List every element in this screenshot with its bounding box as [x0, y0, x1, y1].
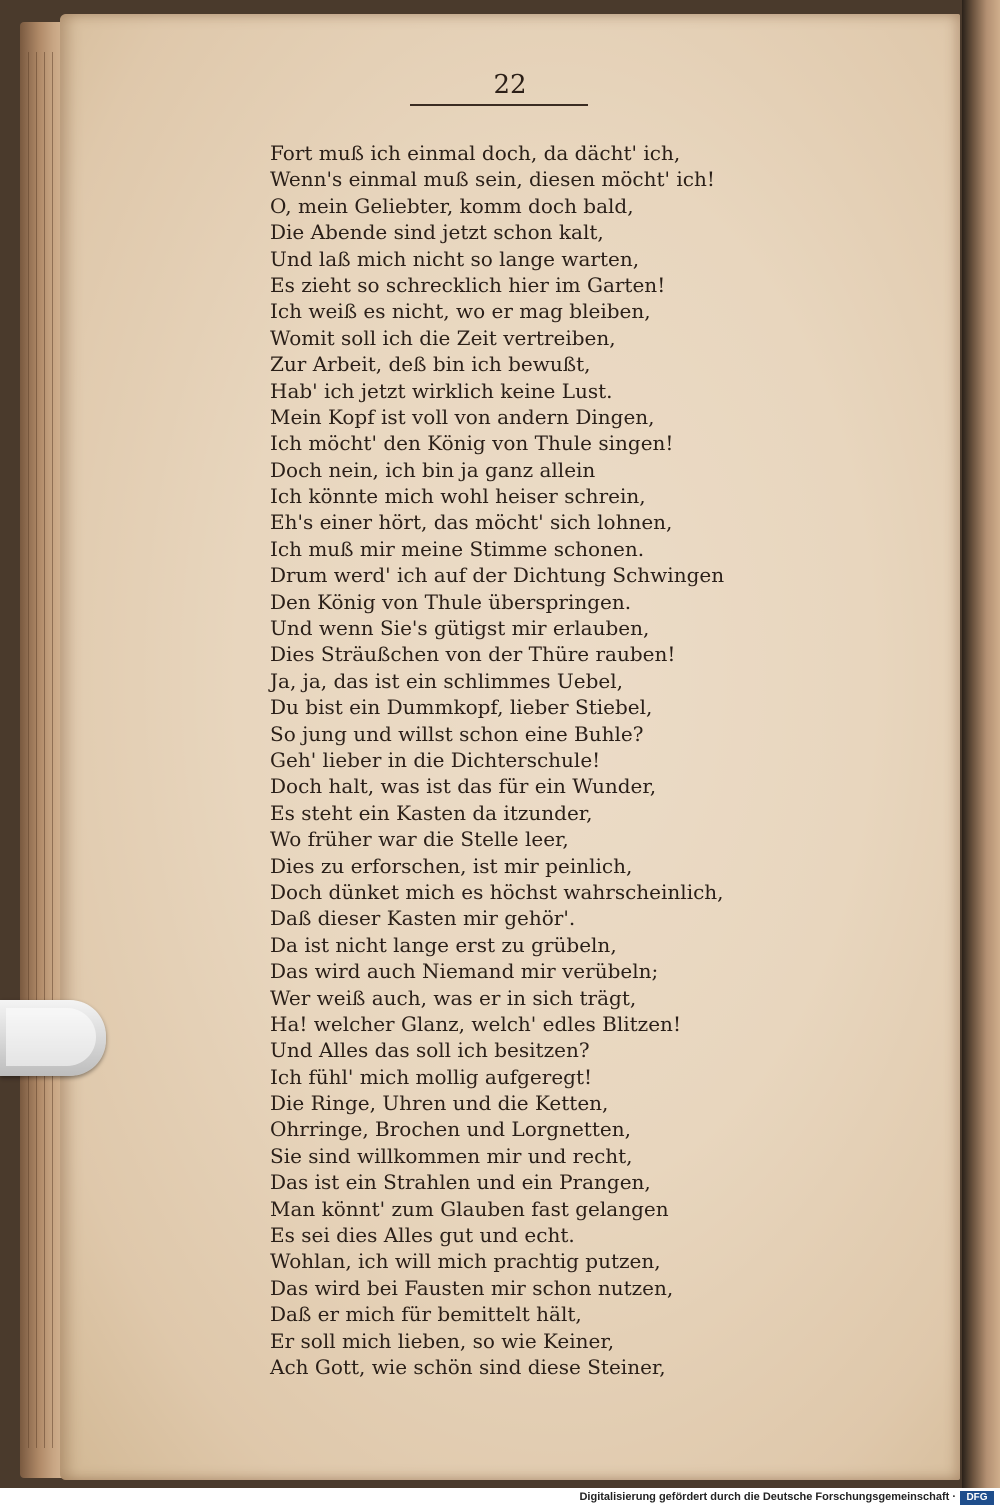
- verse-line: Wenn's einmal muß sein, diesen möcht' ich!: [270, 167, 715, 192]
- verse-line: Ha! welcher Glanz, welch' edles Blitzen!: [270, 1011, 681, 1036]
- verse-line: Wohlan, ich will mich prachtig putzen,: [270, 1249, 661, 1274]
- verse-line: Dies Sträußchen von der Thüre rauben!: [270, 642, 676, 667]
- verse-line: Ich möcht' den König von Thule singen!: [270, 431, 674, 456]
- verse-line: Und laß mich nicht so lange warten,: [270, 246, 640, 271]
- verse-line: Fort muß ich einmal doch, da dächt' ich,: [270, 141, 681, 165]
- verse-line: Das wird auch Niemand mir verübeln;: [270, 959, 659, 984]
- verse-line: Das ist ein Strahlen und ein Prangen,: [270, 1170, 651, 1195]
- page-clip-highlight: [6, 1008, 96, 1066]
- verse-line: Zur Arbeit, deß bin ich bewußt,: [270, 352, 591, 377]
- verse-line: Geh' lieber in die Dichterschule!: [270, 747, 601, 772]
- verse-line: Er soll mich lieben, so wie Keiner,: [270, 1328, 615, 1353]
- digitization-credit: Digitalisierung gefördert durch die Deutsche Forschungsgemeinschaft ·: [579, 1491, 956, 1503]
- footer-bar: [0, 1488, 1000, 1509]
- verse-line: So jung und willst schon eine Buhle?: [270, 721, 644, 746]
- verse-line: Es steht ein Kasten da itzunder,: [270, 800, 593, 825]
- verse-line: Es zieht so schrecklich hier im Garten!: [270, 272, 666, 297]
- verse-line: Womit soll ich die Zeit vertreiben,: [270, 325, 616, 350]
- verse-line: Und Alles das soll ich besitzen?: [270, 1038, 590, 1063]
- verse-line: Es sei dies Alles gut und echt.: [270, 1223, 575, 1248]
- verse-line: Doch nein, ich bin ja ganz allein: [270, 457, 596, 482]
- page-clip: [0, 1000, 106, 1076]
- verse-line: Daß er mich für bemittelt hält,: [270, 1302, 582, 1327]
- dfg-logo: DFG: [960, 1491, 994, 1505]
- facing-page-edge: [962, 0, 1000, 1488]
- verse-line: Ohrringe, Brochen und Lorgnetten,: [270, 1117, 631, 1142]
- verse-line: Du bist ein Dummkopf, lieber Stiebel,: [270, 695, 653, 720]
- verse-line: Und wenn Sie's gütigst mir erlauben,: [270, 616, 650, 641]
- verse-line: Doch halt, was ist das für ein Wunder,: [270, 774, 657, 799]
- verse-line: Daß dieser Kasten mir gehör'.: [270, 906, 576, 931]
- page-edge-line: [36, 52, 37, 1448]
- verse-line: Hab' ich jetzt wirklich keine Lust.: [270, 378, 613, 403]
- page-number: 22: [493, 70, 527, 100]
- verse-line: Ich weiß es nicht, wo er mag bleiben,: [270, 299, 651, 324]
- verse-line: Die Abende sind jetzt schon kalt,: [270, 220, 604, 245]
- verse-text: [270, 140, 890, 1380]
- verse-line: Da ist nicht lange erst zu grübeln,: [270, 932, 617, 957]
- verse-line: Eh's einer hört, das möcht' sich lohnen,: [270, 510, 673, 535]
- verse-line: Sie sind willkommen mir und recht,: [270, 1143, 633, 1168]
- verse-line: Ich könnte mich wohl heiser schrein,: [270, 484, 646, 509]
- verse-line: Wo früher war die Stelle leer,: [270, 827, 569, 852]
- verse-line: Die Ringe, Uhren und die Ketten,: [270, 1091, 609, 1116]
- verse-line: Man könnt' zum Glauben fast gelangen: [270, 1196, 669, 1221]
- verse-line: Das wird bei Fausten mir schon nutzen,: [270, 1275, 674, 1300]
- page-edge-line: [52, 52, 53, 1448]
- page-edge-line: [44, 52, 45, 1448]
- verse-line: Den König von Thule überspringen.: [270, 589, 632, 614]
- verse-line: Mein Kopf ist voll von andern Dingen,: [270, 404, 655, 429]
- verse-line: Ich fühl' mich mollig aufgeregt!: [270, 1064, 593, 1089]
- page-edge-line: [28, 52, 29, 1448]
- verse-line: Doch dünket mich es höchst wahrscheinlich,: [270, 879, 724, 904]
- verse-line: Wer weiß auch, was er in sich trägt,: [270, 985, 637, 1010]
- verse-line: Ach Gott, wie schön sind diese Steiner,: [270, 1354, 666, 1379]
- verse-line: Ja, ja, das ist ein schlimmes Uebel,: [270, 668, 623, 693]
- header-rule: [410, 104, 588, 106]
- verse-line: Drum werd' ich auf der Dichtung Schwingen: [270, 563, 725, 588]
- verse-line: O, mein Geliebter, komm doch bald,: [270, 193, 634, 218]
- verse-line: Dies zu erforschen, ist mir peinlich,: [270, 853, 633, 878]
- verse-line: Ich muß mir meine Stimme schonen.: [270, 536, 645, 561]
